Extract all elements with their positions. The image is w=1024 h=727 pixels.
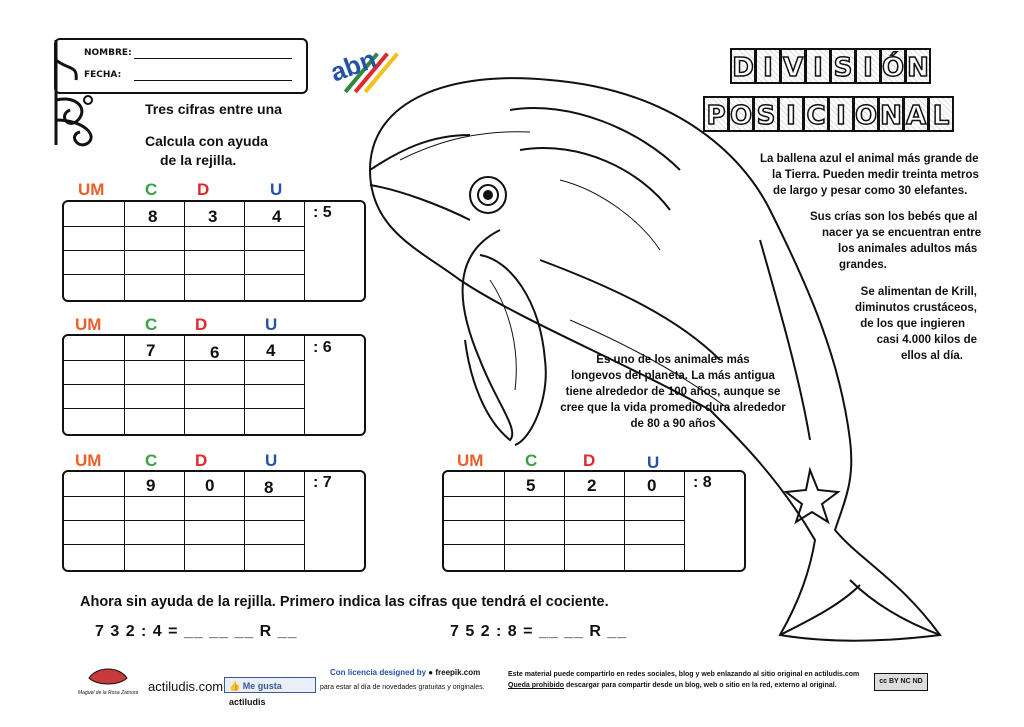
col-u: U: [647, 453, 660, 472]
grid-4-digit-d: 2: [587, 476, 597, 495]
title-letter: A: [903, 96, 929, 132]
title-letter: I: [778, 96, 804, 132]
grid-3-digit-u: 8: [264, 478, 274, 497]
title-letter: I: [855, 48, 881, 84]
grid-4-divisor: : 8: [693, 474, 712, 491]
title-letter: I: [805, 48, 831, 84]
date-field[interactable]: [134, 80, 292, 81]
bottom-instruction: Ahora sin ayuda de la rejilla. Primero indica las cifras que tendrá el cociente.: [80, 594, 609, 610]
title-letter: C: [803, 96, 829, 132]
name-label: NOMBRE:: [84, 48, 132, 58]
title-letter: N: [878, 96, 904, 132]
fact-2: Sus crías son los bebés que al nacer ya se encuentran entre los animales adultos más grandes.: [810, 211, 982, 271]
title-letter: V: [780, 48, 806, 84]
col-um: UM: [75, 315, 102, 334]
grid-1-digit-d: 3: [208, 207, 218, 226]
col-d: D: [195, 315, 208, 334]
grid-3-digit-c: 9: [146, 476, 156, 495]
grid-2-divisor: : 6: [313, 339, 332, 356]
col-u: U: [265, 451, 278, 470]
author-name: Maguel de la Rosa Zamora: [78, 690, 139, 696]
fact-4: Es uno de los animales más longevos del planeta. La más antigua tiene alrededor de 100 años, aunque se cree que la vida promedio dura alrededor de 80 a 90 años: [560, 354, 786, 430]
col-d: D: [583, 451, 596, 470]
grid-3-digit-d: 0: [205, 476, 215, 495]
equation-1[interactable]: 7 3 2 : 4 = __ __ __ R __: [95, 623, 298, 640]
grid-2-digit-u: 4: [266, 341, 276, 360]
subtitle: Tres cifras entre una: [145, 101, 282, 117]
col-u: U: [270, 180, 283, 199]
title-letter: I: [828, 96, 854, 132]
grid-4-digit-c: 5: [526, 476, 536, 495]
grid-4-digit-u: 0: [647, 476, 657, 495]
logo-text: abn: [330, 43, 380, 88]
grid-1-digit-c: 8: [148, 207, 158, 226]
col-um: UM: [457, 451, 484, 470]
col-c: C: [525, 451, 538, 470]
cc-license-badge: cc BY NC ND: [874, 673, 928, 691]
equation-2[interactable]: 7 5 2 : 8 = __ __ R __: [450, 623, 628, 640]
col-d: D: [197, 180, 210, 199]
grid-2-digit-d: 6: [210, 343, 220, 362]
like-icon: 👍: [229, 681, 241, 691]
grid-2-digit-c: 7: [146, 341, 156, 360]
facebook-like-button[interactable]: 👍 Me gusta actiludis: [224, 677, 316, 693]
site-link[interactable]: actiludis.com: [148, 679, 224, 694]
fact-1: La ballena azul el animal más grande de la Tierra. Pueden medir treinta metros de largo y pesar como 30 elefantes.: [760, 153, 979, 197]
title-letter: P: [703, 96, 729, 132]
footer-note-1: Este material puede compartirlo en redes sociales, blog y web enlazando al sitio original en actiludis.com: [508, 671, 860, 678]
title-letter: L: [928, 96, 954, 132]
title-letter: O: [853, 96, 879, 132]
instruction-line-2: de la rejilla.: [160, 152, 237, 168]
title-letter: I: [755, 48, 781, 84]
title-letter: O: [728, 96, 754, 132]
title-letter: S: [830, 48, 856, 84]
title-letter: S: [753, 96, 779, 132]
col-um: UM: [78, 180, 105, 199]
col-u: U: [265, 315, 278, 334]
title-letter: D: [730, 48, 756, 84]
license-label: Con licencia designed by ● freepik.com: [330, 668, 481, 677]
col-c: C: [145, 180, 158, 199]
grid-3-divisor: : 7: [313, 474, 332, 491]
col-c: C: [145, 315, 158, 334]
title-letter: Ó: [880, 48, 906, 84]
fact-3: Se alimentan de Krill, diminutos crustáceos, de los que ingieren casi 4.000 kilos de ellos al día.: [854, 286, 977, 362]
freepik-icon: ●: [428, 668, 434, 677]
grid-1-divisor: : 5: [313, 204, 332, 221]
author-logo-icon: [85, 664, 131, 688]
instruction-line-1: Calcula con ayuda: [145, 133, 268, 149]
title-letter: N: [905, 48, 931, 84]
col-c: C: [145, 451, 158, 470]
name-field[interactable]: [134, 58, 292, 59]
col-um: UM: [75, 451, 102, 470]
ornament-icon: [48, 40, 118, 150]
grid-1-digit-u: 4: [272, 207, 282, 226]
col-d: D: [195, 451, 208, 470]
like-description: para estar al día de novedades gratuitas y originales.: [320, 684, 485, 691]
footer-note-2: Queda prohibido descargar para compartir desde un blog, web o sitio en la red, externo al original.: [508, 682, 837, 689]
date-label: FECHA:: [84, 70, 122, 80]
